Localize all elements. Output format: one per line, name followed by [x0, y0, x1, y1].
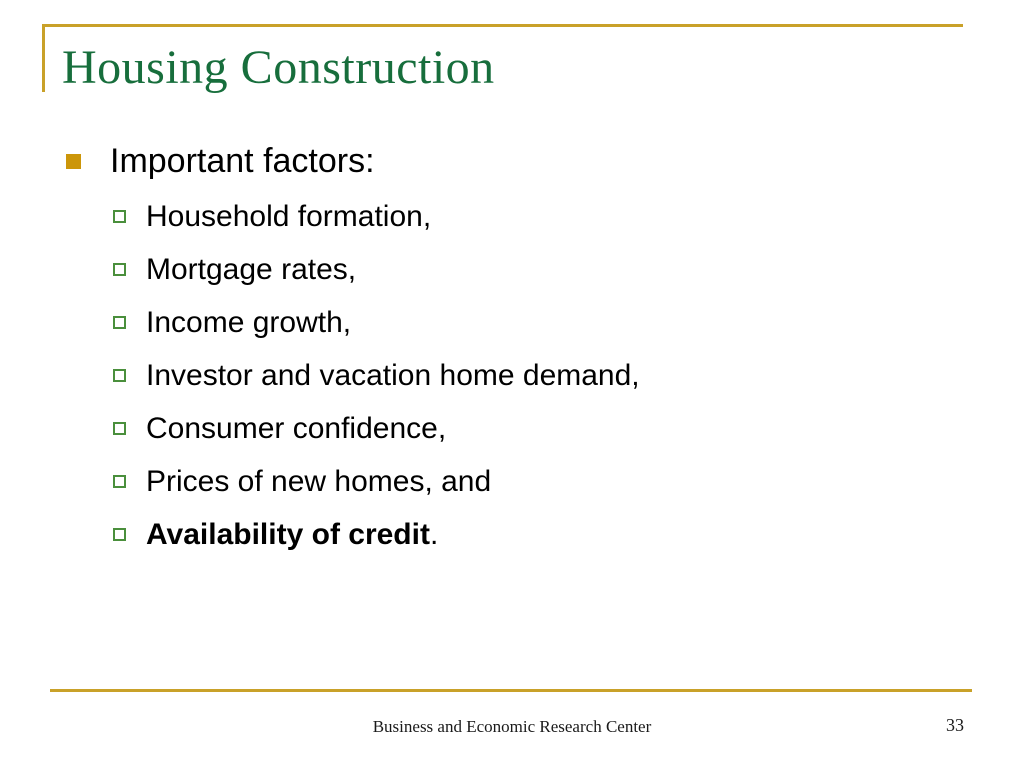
footer-accent-line — [50, 689, 972, 692]
sub-bullet-text: Income growth, — [146, 305, 352, 339]
sub-bullet-text-emphasized — [146, 518, 438, 552]
page-number: 33 — [946, 715, 964, 735]
list-item — [0, 402, 1024, 455]
list-item-main — [0, 140, 1024, 182]
bold-phrase: Availability of credit — [146, 517, 430, 551]
list-item-emphasized — [0, 508, 1024, 561]
footer-text: Business and Economic Research Center — [372, 717, 652, 736]
sub-bullet-text: Mortgage rates, — [146, 252, 357, 286]
sub-bullet-text: Investor and vacation home demand, — [146, 358, 640, 392]
slide-title: Housing Construction — [62, 41, 495, 94]
title-accent-horizontal-line — [42, 24, 963, 27]
bullet-list — [0, 140, 1024, 561]
list-item — [0, 243, 1024, 296]
title-accent-vertical-line — [42, 24, 45, 92]
hollow-square-bullet-icon — [113, 528, 126, 541]
list-item — [0, 349, 1024, 402]
list-item — [0, 296, 1024, 349]
hollow-square-bullet-icon — [113, 210, 126, 223]
sub-bullet-text: Prices of new homes, and — [146, 464, 492, 498]
hollow-square-bullet-icon — [113, 316, 126, 329]
hollow-square-bullet-icon — [113, 475, 126, 488]
hollow-square-bullet-icon — [113, 263, 126, 276]
bold-phrase-suffix: . — [429, 517, 439, 551]
sub-bullet-text: Consumer confidence, — [146, 411, 447, 445]
list-item — [0, 190, 1024, 243]
sub-bullet-text: Household formation, — [146, 199, 432, 233]
list-item — [0, 455, 1024, 508]
main-bullet-text: Important factors: — [110, 141, 375, 180]
hollow-square-bullet-icon — [113, 369, 126, 382]
hollow-square-bullet-icon — [113, 422, 126, 435]
solid-square-bullet-icon — [66, 154, 81, 169]
